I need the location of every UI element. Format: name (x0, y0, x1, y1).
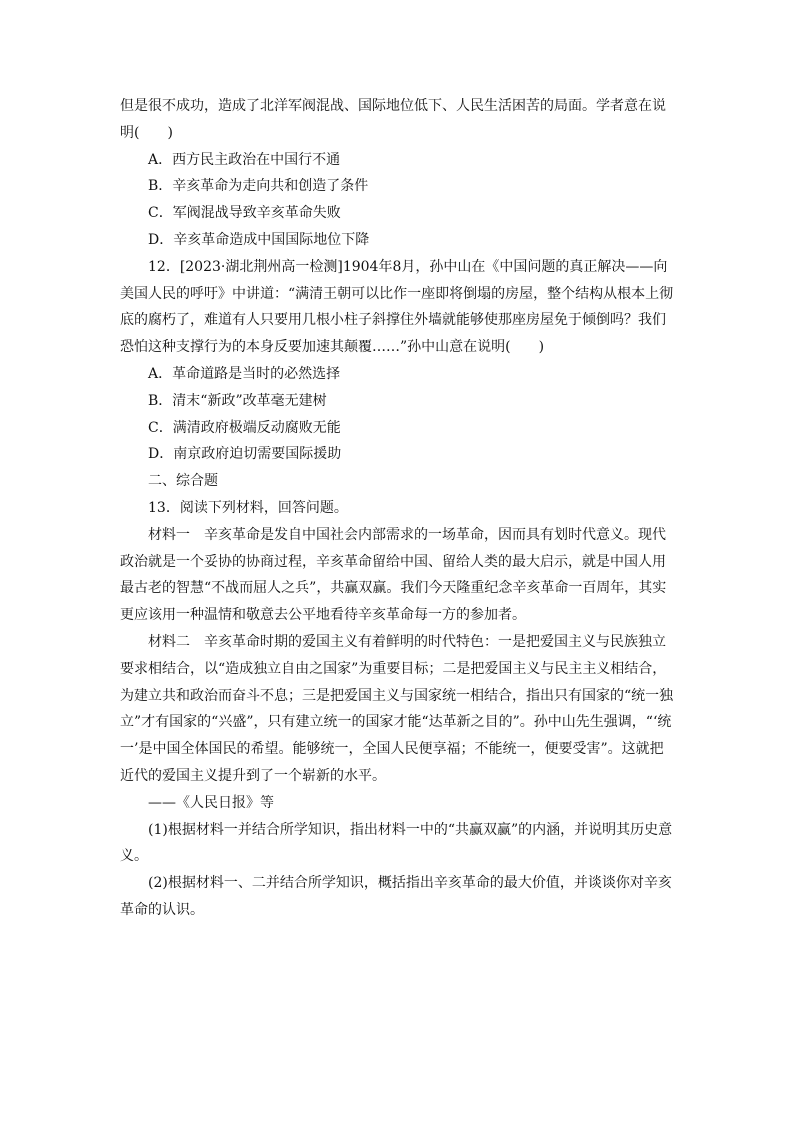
document-content (120, 93, 676, 924)
q12-option-d: D．南京政府迫切需要国际援助 (148, 446, 342, 463)
q11-option-d: D．辛亥革命造成中国国际地位下降 (148, 231, 370, 248)
q12-option-b: B．清末“新政”改革毫无建树 (148, 392, 327, 409)
q13-material-1: 材料一 辛亥革命是发自中国社会内部需求的一场革命，因而具有划时代意义。现代政治就是一个妥协的协商过程，辛亥革命留给中国、留给人类的最大启示，就是中国人用最古老的智慧“不战而屈人之兵”，共赢双赢。我们今天隆重纪念辛亥革命一百周年，其实更应该用一种温情和敬意去公平地看待辛亥革命每一方的参加者。 (120, 526, 667, 624)
q12-option-a: A．革命道路是当时的必然选择 (148, 365, 341, 382)
q12-option-c: C．满清政府极端反动腐败无能 (148, 419, 341, 436)
q11-option-a: A．西方民主政治在中国行不通 (148, 151, 341, 168)
q12-stem: 12．[2023·湖北荆州高一检测]1904年8月，孙中山在《中国问题的真正解决——向美国人民的呼吁》中讲道：“满清王朝可以比作一座即将倒塌的房屋，整个结构从根本上彻底的腐朽了，难道有人只要用几根小柱子斜撑住外墙就能够使那座房屋免于倾倒吗？我们恐怕这种支撑行为的本身反要加速其颠覆……”孙中山意在说明( ) (120, 258, 674, 356)
q13-material-2: 材料二 辛亥革命时期的爱国主义有着鲜明的时代特色：一是把爱国主义与民族独立要求相结合，以“造成独立自由之国家”为重要目标；二是把爱国主义与民主主义相结合，为建立共和政治而奋斗不息；三是把爱国主义与国家统一相结合，指出只有国家的“统一独立”才有国家的“兴盛”，只有建立统一的国家才能“达革新之目的”。孙中山先生强调，“‘统一’是中国全体国民的希望。能够统一，全国人民便享福；不能统一，便要受害”。这就把近代的爱国主义提升到了一个崭新的水平。 (120, 633, 674, 784)
q11-option-b: B．辛亥革命为走向共和创造了条件 (148, 178, 369, 195)
q11-option-c: C．军阀混战导致辛亥革命失败 (148, 205, 341, 222)
q13-stem: 13．阅读下列材料，回答问题。 (148, 499, 348, 516)
q11-stem-tail: 但是很不成功，造成了北洋军阀混战、国际地位低下、人民生活困苦的局面。学者意在说明( ) (120, 98, 666, 141)
q13-source: ——《人民日报》等 (148, 794, 274, 811)
section-title: 二、综合题 (148, 473, 218, 490)
q13-sub-question-1: (1)根据材料一并结合所学知识，指出材料一中的“共赢双赢”的内涵，并说明其历史意义。 (120, 821, 673, 865)
q13-sub-question-2: (2)根据材料一、二并结合所学知识，概括指出辛亥革命的最大价值，并谈谈你对辛亥革命的认识。 (120, 875, 672, 918)
